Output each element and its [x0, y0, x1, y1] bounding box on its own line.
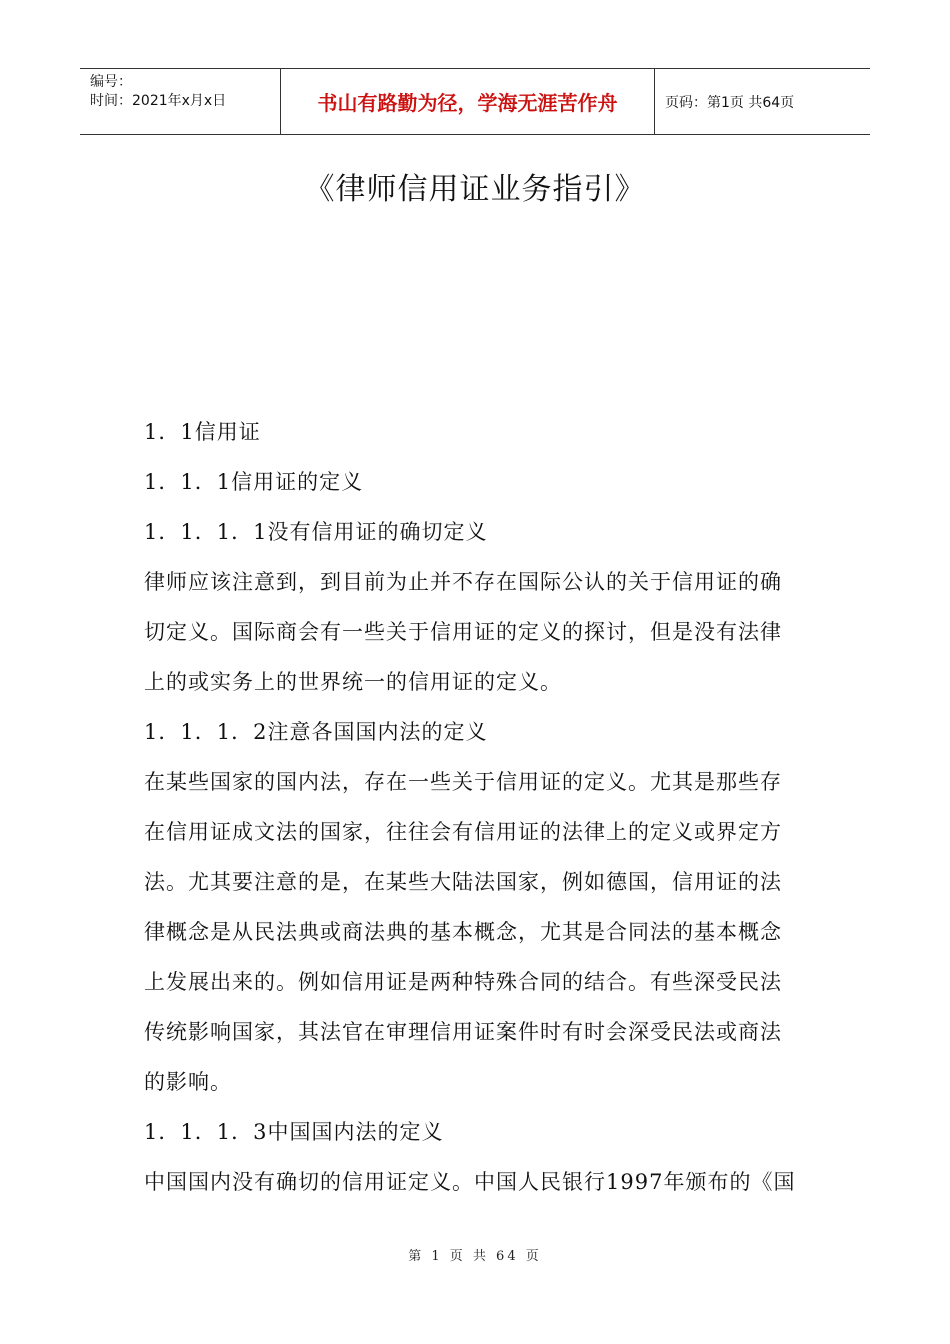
text-line: 上的或实务上的世界统一的信用证的定义。	[144, 670, 562, 694]
page-header	[80, 68, 870, 135]
text-line: 法。尤其要注意的是，在某些大陆法国家，例如德国，信用证的法	[144, 870, 782, 894]
page-footer: 第 1 页 共 64 页	[408, 1249, 542, 1264]
text-line: 的影响。	[144, 1070, 232, 1094]
text-line: 1．1．1信用证的定义	[144, 470, 364, 494]
text-line: 1．1．1．2注意各国国内法的定义	[144, 720, 488, 744]
text-line: 中国国内没有确切的信用证定义。中国人民银行1997年颁布的《国	[144, 1170, 796, 1194]
text-line: 在信用证成文法的国家，往往会有信用证的法律上的定义或界定方	[144, 820, 782, 844]
text-line: 律概念是从民法典或商法典的基本概念，尤其是合同法的基本概念	[144, 920, 782, 944]
text-line: 传统影响国家，其法官在审理信用证案件时有时会深受民法或商法	[144, 1020, 782, 1044]
header-motto: 书山有路勤为径，学海无涯苦作舟	[281, 69, 655, 134]
number-label: 编号：	[90, 74, 132, 90]
document-title: 《律师信用证业务指引》	[304, 172, 646, 207]
header-meta	[80, 69, 281, 134]
date-label: 时间：2021年x月x日	[90, 93, 227, 109]
document-body	[144, 414, 809, 1214]
text-line: 1．1信用证	[144, 420, 261, 444]
text-line: 1．1．1．1没有信用证的确切定义	[144, 520, 488, 544]
text-line: 1．1．1．3中国国内法的定义	[144, 1120, 444, 1144]
text-line: 在某些国家的国内法，存在一些关于信用证的定义。尤其是那些存	[144, 770, 782, 794]
text-line: 律师应该注意到，到目前为止并不存在国际公认的关于信用证的确	[144, 570, 782, 594]
header-page-info: 页码：第1页 共64页	[665, 94, 795, 111]
text-line: 上发展出来的。例如信用证是两种特殊合同的结合。有些深受民法	[144, 970, 782, 994]
text-line: 切定义。国际商会有一些关于信用证的定义的探讨，但是没有法律	[144, 620, 782, 644]
